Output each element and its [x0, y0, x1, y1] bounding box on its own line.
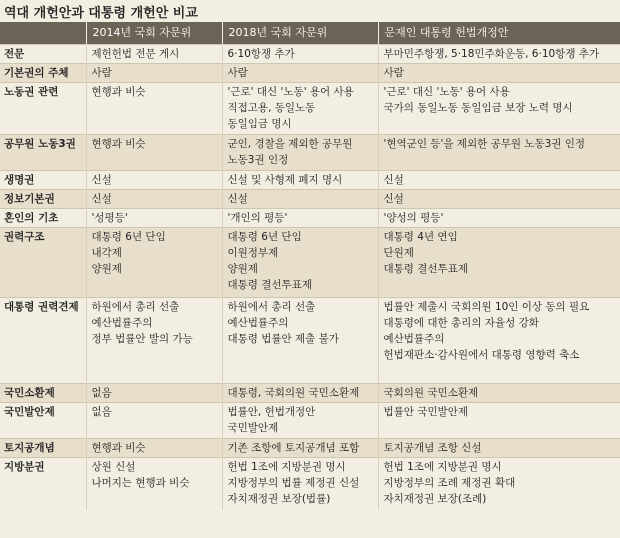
cell-line: 양원제	[227, 263, 258, 275]
cell-c1	[86, 403, 222, 439]
cell-c3	[378, 171, 620, 190]
row-label: 혼인의 기초	[0, 209, 86, 228]
cell-c2	[222, 209, 378, 228]
cell-c3	[378, 458, 620, 510]
cell-line: 국민발안제	[227, 422, 279, 434]
cell-line: 신설	[383, 174, 404, 186]
table-row	[0, 209, 620, 228]
cell-line: 부마민주항쟁, 5·18민주화운동, 6·10항쟁 추가	[383, 48, 600, 60]
cell-line: 헌법재판소·감사원에서 대통령 영향력 축소	[383, 349, 580, 361]
table-row	[0, 439, 620, 458]
row-label: 기본권의 주체	[0, 64, 86, 83]
cell-line: 예산법률주의	[383, 333, 445, 345]
cell-line: 토지공개념 조항 신설	[383, 442, 482, 454]
table-row	[0, 135, 620, 171]
cell-line: 상원 신설	[91, 461, 136, 473]
cell-line: 제헌헌법 전문 게시	[91, 48, 180, 60]
table-row	[0, 45, 620, 64]
cell-c2	[222, 298, 378, 384]
cell-c3	[378, 209, 620, 228]
cell-line: 노동3권 인정	[227, 154, 289, 166]
cell-line: 예산법률주의	[91, 317, 153, 329]
cell-c1	[86, 190, 222, 209]
table-row	[0, 64, 620, 83]
row-label: 권력구조	[0, 228, 86, 298]
cell-line: 하원에서 총리 선출	[227, 301, 316, 313]
table-row	[0, 458, 620, 510]
cell-line: 국가의 동일노동 동일임금 보장 노력 명시	[383, 102, 573, 114]
cell-line: 법률안 제출시 국회의원 10인 이상 동의 필요	[383, 301, 590, 313]
cell-line: 신설	[91, 193, 112, 205]
row-label: 노동권 관련	[0, 83, 86, 135]
cell-line: '근로' 대신 '노동' 용어 사용	[227, 86, 354, 98]
cell-c2	[222, 439, 378, 458]
cell-c3	[378, 228, 620, 298]
page-title: 역대 개헌안과 대통령 개헌안 비교	[4, 6, 198, 21]
row-label: 전문	[0, 45, 86, 64]
header-row	[0, 22, 620, 45]
cell-c1	[86, 83, 222, 135]
cell-c3	[378, 190, 620, 209]
cell-line: 현행과 비슷	[91, 442, 146, 454]
cell-c1	[86, 64, 222, 83]
cell-c2	[222, 403, 378, 439]
row-label: 정보기본권	[0, 190, 86, 209]
cell-line: 단원제	[383, 247, 414, 259]
cell-line: 대통령 6년 단임	[91, 231, 166, 243]
table-row	[0, 190, 620, 209]
cell-c1	[86, 171, 222, 190]
cell-c2	[222, 171, 378, 190]
cell-c2	[222, 458, 378, 510]
cell-c3	[378, 64, 620, 83]
cell-c2	[222, 190, 378, 209]
cell-c2	[222, 384, 378, 403]
cell-line: 대통령 결선투표제	[383, 263, 468, 275]
cell-line: 현행과 비슷	[91, 138, 146, 150]
cell-line: 사람	[383, 67, 404, 79]
cell-c3	[378, 83, 620, 135]
cell-line: 기존 조항에 토지공개념 포함	[227, 442, 360, 454]
cell-line: 하원에서 총리 선출	[91, 301, 180, 313]
cell-c3	[378, 384, 620, 403]
cell-line: 예산법률주의	[227, 317, 289, 329]
cell-line: 없음	[91, 387, 112, 399]
cell-c1	[86, 298, 222, 384]
cell-line: '근로' 대신 '노동' 용어 사용	[383, 86, 510, 98]
cell-line: 지방정부의 법률 제정권 신설	[227, 477, 360, 489]
comparison-table	[0, 22, 620, 510]
cell-line: 대통령, 국회의원 국민소환제	[227, 387, 360, 399]
table-row	[0, 384, 620, 403]
row-label: 공무원 노동3권	[0, 135, 86, 171]
header-blank	[0, 22, 86, 45]
cell-line: 없음	[91, 406, 112, 418]
cell-c3	[378, 135, 620, 171]
cell-line: 법률안 국민발안제	[383, 406, 468, 418]
header-2014: 2014년 국회 자문위	[86, 22, 222, 45]
cell-line: 내각제	[91, 247, 122, 259]
table-row	[0, 83, 620, 135]
cell-line: 대통령 법률안 제출 불가	[227, 333, 339, 345]
cell-line: 대통령 6년 단임	[227, 231, 302, 243]
cell-line: '성평등'	[91, 212, 128, 224]
cell-line: 현행과 비슷	[91, 86, 146, 98]
cell-c3	[378, 403, 620, 439]
table-row	[0, 228, 620, 298]
cell-line: 대통령 4년 연임	[383, 231, 458, 243]
table-row	[0, 171, 620, 190]
cell-line: 동일임금 명시	[227, 118, 292, 130]
cell-line: 법률안, 헌법개정안	[227, 406, 316, 418]
row-label: 생명권	[0, 171, 86, 190]
cell-line: 신설	[91, 174, 112, 186]
header-2018: 2018년 국회 자문위	[222, 22, 378, 45]
cell-c1	[86, 384, 222, 403]
row-label: 지방분권	[0, 458, 86, 510]
cell-c2	[222, 135, 378, 171]
cell-line: 이원정부제	[227, 247, 279, 259]
cell-line: 신설	[227, 193, 248, 205]
cell-line: 자치재정권 보장(조례)	[383, 493, 487, 505]
row-label: 국민소환제	[0, 384, 86, 403]
cell-line: 대통령에 대한 총리의 자율성 강화	[383, 317, 539, 329]
cell-c3	[378, 439, 620, 458]
row-label: 대통령 권력견제	[0, 298, 86, 384]
cell-line: 국회의원 국민소환제	[383, 387, 479, 399]
cell-c3	[378, 45, 620, 64]
cell-c2	[222, 228, 378, 298]
cell-line: 신설	[383, 193, 404, 205]
cell-line: 자치재정권 보장(법률)	[227, 493, 331, 505]
cell-line: 지방정부의 조례 제정권 확대	[383, 477, 516, 489]
cell-c2	[222, 64, 378, 83]
cell-line: '현역군인 등'을 제외한 공무원 노동3권 인정	[383, 138, 586, 150]
cell-line: 군인, 경찰을 제외한 공무원	[227, 138, 353, 150]
cell-line: 나머지는 현행과 비슷	[91, 477, 190, 489]
cell-c1	[86, 458, 222, 510]
cell-line: 직접고용, 동일노동	[227, 102, 316, 114]
cell-line: '개인의 평등'	[227, 212, 288, 224]
cell-line: 신설 및 사형제 폐지 명시	[227, 174, 343, 186]
cell-line: 사람	[91, 67, 112, 79]
row-label: 국민발안제	[0, 403, 86, 439]
cell-c1	[86, 45, 222, 64]
cell-c2	[222, 45, 378, 64]
header-president: 문재인 대통령 헌법개정안	[378, 22, 620, 45]
cell-line: 사람	[227, 67, 248, 79]
cell-line: 6·10항쟁 추가	[227, 48, 295, 60]
cell-c1	[86, 135, 222, 171]
cell-line: 헌법 1조에 지방분권 명시	[383, 461, 502, 473]
cell-c1	[86, 439, 222, 458]
table-row	[0, 298, 620, 384]
cell-c1	[86, 209, 222, 228]
table-row	[0, 403, 620, 439]
cell-line: 헌법 1조에 지방분권 명시	[227, 461, 346, 473]
cell-line: 양원제	[91, 263, 122, 275]
cell-c1	[86, 228, 222, 298]
cell-line: '양성의 평등'	[383, 212, 444, 224]
cell-line: 정부 법률안 발의 가능	[91, 333, 193, 345]
cell-c3	[378, 298, 620, 384]
row-label: 토지공개념	[0, 439, 86, 458]
cell-line: 대통령 결선투표제	[227, 279, 312, 291]
cell-c2	[222, 83, 378, 135]
